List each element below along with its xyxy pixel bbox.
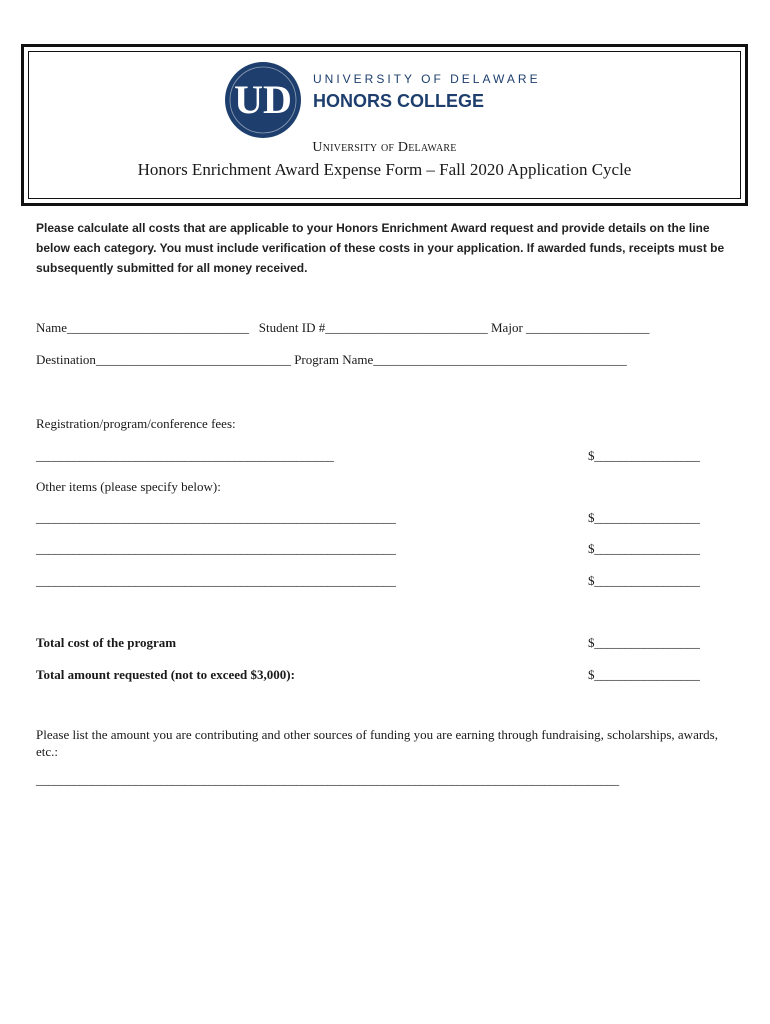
name-label: Name xyxy=(36,320,68,335)
total-requested-amount[interactable]: $_________________ xyxy=(588,667,700,682)
intro-paragraph: Please calculate all costs that are applicable to your Honors Enrichment Award request and provide details on the line below each category. You must include verification of these costs in your application. If awarded funds, receipts must be subsequently submitted for all money received. xyxy=(36,221,725,275)
program-name-label: Program Name xyxy=(294,352,374,367)
registration-amount[interactable]: $_________________ xyxy=(588,448,700,463)
other-items-label: Other items (please specify below): xyxy=(36,479,221,494)
header-inner-border xyxy=(28,51,741,199)
destination-label: Destination xyxy=(36,352,96,367)
other-item-line[interactable]: __________________________________________________________ xyxy=(36,510,396,525)
student-id-label: Student ID # xyxy=(258,320,326,335)
destination-field[interactable]: ______________________________ xyxy=(95,352,291,367)
name-row xyxy=(36,320,650,336)
program-name-field[interactable]: _______________________________________ xyxy=(373,352,627,367)
logo-honors-college-text: HONORS COLLEGE xyxy=(313,91,485,111)
ud-logo-seal xyxy=(224,61,302,139)
contribution-prompt: Please list the amount you are contributing and other sources of funding you are earning through fundraising, scholarships, awards, etc.: xyxy=(36,727,718,759)
page-title: University of Delaware xyxy=(312,140,457,155)
registration-line[interactable]: ________________________________________________ xyxy=(36,448,334,463)
total-cost-amount[interactable]: $_________________ xyxy=(588,635,700,650)
other-item-amount[interactable]: $_________________ xyxy=(588,541,700,556)
logo-monogram: UD xyxy=(234,77,292,122)
total-cost-label: Total cost of the program xyxy=(36,635,177,650)
registration-label: Registration/program/conference fees: xyxy=(36,416,236,431)
other-item-line[interactable]: __________________________________________________________ xyxy=(36,541,396,556)
other-item-amount[interactable]: $_________________ xyxy=(588,573,700,588)
other-item-line[interactable]: __________________________________________________________ xyxy=(36,573,396,588)
header-box xyxy=(21,44,748,206)
form-subtitle: Honors Enrichment Award Expense Form – Fall 2020 Application Cycle xyxy=(137,160,632,179)
logo-university-text: UNIVERSITY OF DELAWARE xyxy=(313,72,541,86)
major-field[interactable]: ___________________ xyxy=(526,320,650,335)
student-id-field[interactable]: _________________________ xyxy=(325,320,488,335)
contribution-line[interactable]: ______________________________________________________________________________________________ xyxy=(36,772,619,787)
other-item-amount[interactable]: $_________________ xyxy=(588,510,700,525)
major-label: Major xyxy=(491,320,523,335)
destination-row xyxy=(36,352,627,368)
name-field[interactable]: ____________________________ xyxy=(67,320,250,335)
total-requested-label: Total amount requested (not to exceed $3,000): xyxy=(36,667,295,682)
